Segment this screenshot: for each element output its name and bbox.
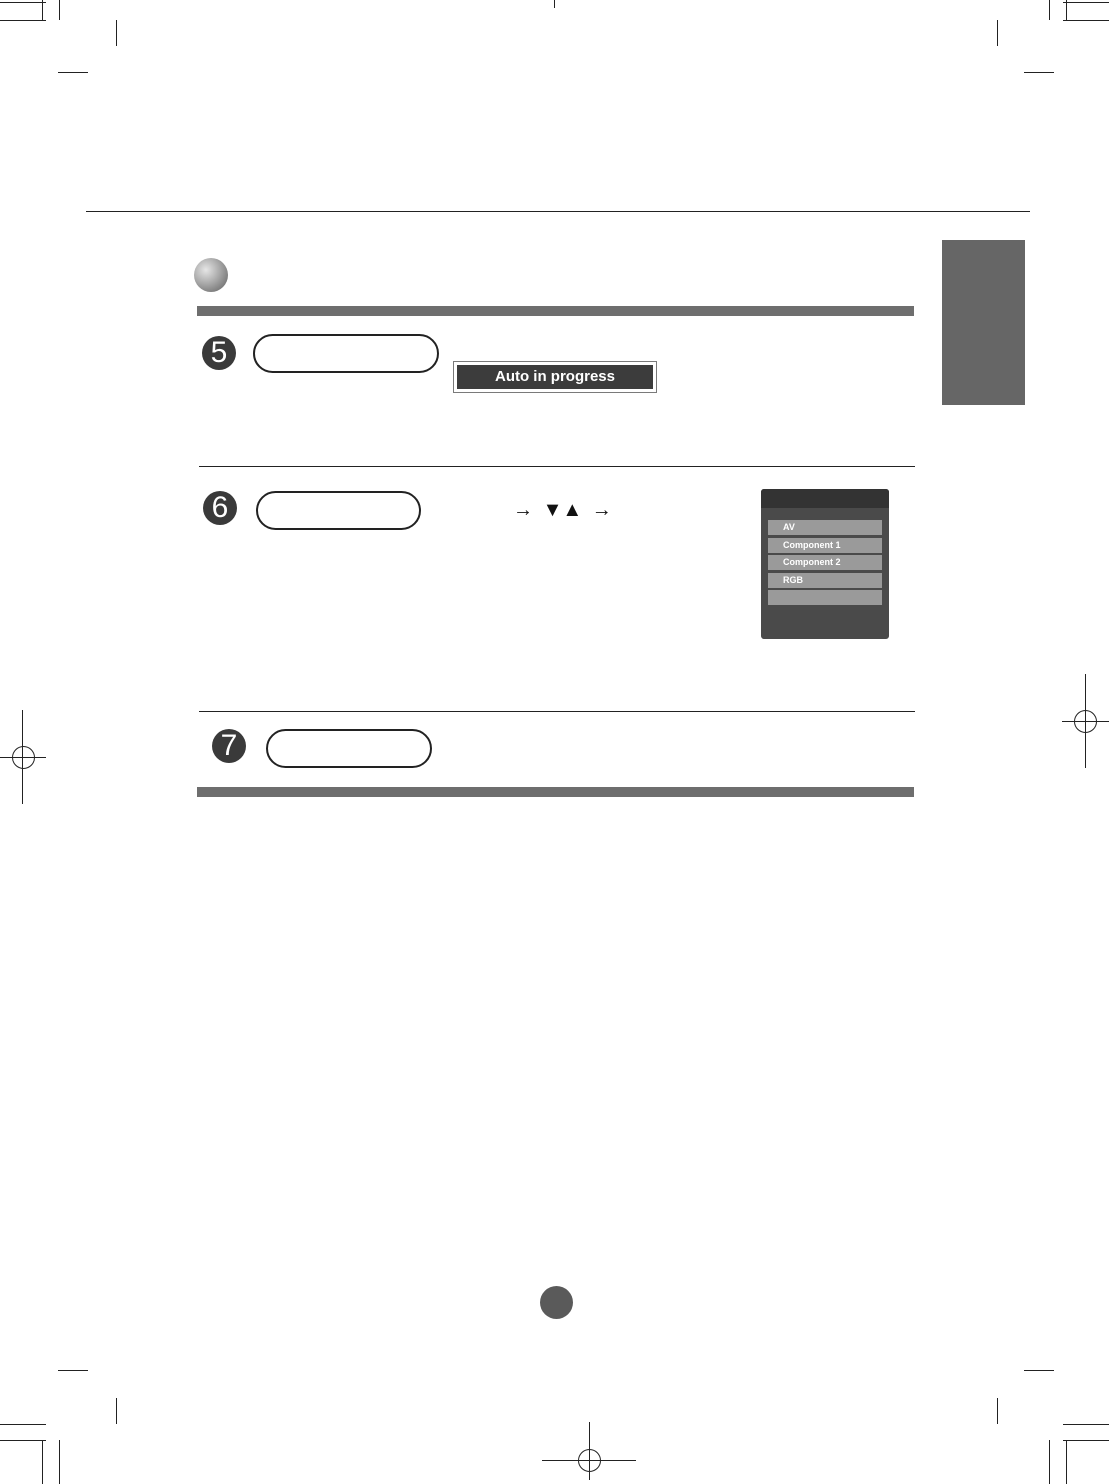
top-section-bar [197, 306, 914, 316]
page-number-badge [540, 1286, 573, 1319]
menu-item-av[interactable]: AV [768, 520, 882, 535]
input-select-menu [761, 489, 889, 639]
menu-item-rgb[interactable]: RGB [768, 573, 882, 588]
divider-6-7 [199, 711, 915, 712]
step-7-button-pill [266, 729, 432, 768]
step-6-button-pill [256, 491, 421, 530]
step-6-number: 6 [203, 491, 237, 525]
navigation-sequence [513, 498, 612, 522]
header-rule [86, 211, 1030, 212]
menu-item-component-1[interactable]: Component 1 [768, 538, 882, 553]
menu-item-component-2[interactable]: Component 2 [768, 555, 882, 570]
section-bullet-icon [194, 258, 228, 292]
step-5-number: 5 [202, 336, 236, 370]
arrow-right-icon: → [513, 499, 533, 521]
arrow-right-icon: → [591, 499, 612, 521]
arrow-down-icon: ▼ [542, 499, 563, 521]
divider-5-6 [199, 466, 915, 467]
auto-osd-box [453, 361, 657, 393]
step-5-button-pill [253, 334, 439, 373]
section-side-tab [942, 240, 1025, 405]
auto-osd-label: Auto in progress [457, 365, 653, 389]
bottom-section-bar [197, 787, 914, 797]
menu-item-empty[interactable] [768, 590, 882, 605]
input-menu-title-bar [761, 489, 889, 508]
step-7-number: 7 [212, 729, 246, 763]
arrow-up-icon: ▲ [562, 499, 583, 521]
